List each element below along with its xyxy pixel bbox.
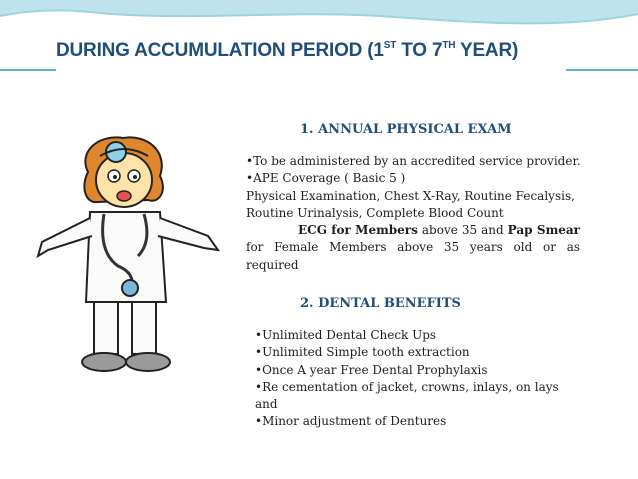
list-item: •Minor adjustment of Dentures <box>255 414 447 429</box>
doctor-illustration <box>28 132 226 382</box>
ecg-pap-paragraph: ECG for Members above 35 and Pap Smear for Female Members above 35 years old or as required <box>246 223 580 272</box>
title-underline-left <box>0 69 56 71</box>
ecg-label: ECG for Members <box>298 223 418 238</box>
title-underline-right <box>566 69 638 71</box>
dental-benefits-list <box>255 327 575 431</box>
coverage-text: Physical Examination, Chest X-Ray, Routine Fecalysis, <box>246 188 575 203</box>
list-item: •APE Coverage ( Basic 5 ) <box>246 171 406 186</box>
header-wave-decoration <box>0 0 638 40</box>
physical-exam-details <box>246 153 580 274</box>
list-item: •Re cementation of jacket, crowns, inlays, on lays <box>255 379 559 394</box>
list-item: and <box>255 397 278 412</box>
section-heading-physical-exam: 1. ANNUAL PHYSICAL EXAM <box>300 122 512 137</box>
coverage-text: Routine Urinalysis, Complete Blood Count <box>246 205 504 220</box>
list-item: •Unlimited Dental Check Ups <box>255 328 437 342</box>
list-item: •To be administered by an accredited service provider. <box>246 154 581 168</box>
list-item: •Unlimited Simple tooth extraction <box>255 345 470 360</box>
list-item: •Once A year Free Dental Prophylaxis <box>255 362 488 377</box>
page-title: DURING ACCUMULATION PERIOD (1ST TO 7TH YEAR) <box>56 39 519 61</box>
section-heading-dental-benefits: 2. DENTAL BENEFITS <box>300 296 461 311</box>
pap-label: Pap Smear <box>507 223 580 238</box>
